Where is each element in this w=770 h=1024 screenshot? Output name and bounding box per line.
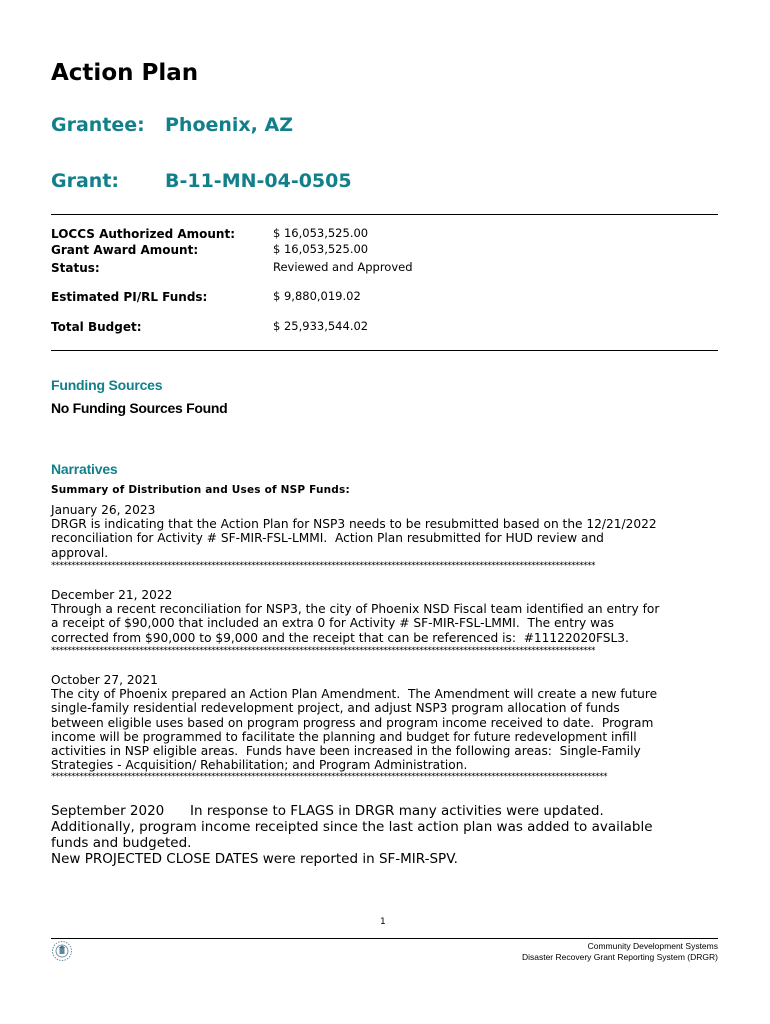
status-value: Reviewed and Approved xyxy=(273,260,413,274)
award-value: $ 16,053,525.00 xyxy=(273,242,369,256)
grantee-row xyxy=(51,114,145,136)
pirl-label: Estimated PI/RL Funds: xyxy=(51,290,208,304)
loccs-label: LOCCS Authorized Amount: xyxy=(51,227,236,241)
grant-number: B-11-MN-04-0505 xyxy=(165,170,352,192)
total-value: $ 25,933,544.02 xyxy=(273,319,369,333)
narrative-entry: January 26, 2023 DRGR is indicating that the Action Plan for NSP3 needs to be resubmitted based on the 12/21/2022 reconciliation for Activity # SF-MIR-FSL-LMMI. Action Plan resubmitted for HUD review and approval. xyxy=(51,503,657,560)
total-label: Total Budget: xyxy=(51,320,142,334)
footer-line: Disaster Recovery Grant Reporting System (DRGR) xyxy=(521,952,718,962)
narrative-entry: December 21, 2022 Through a recent reconciliation for NSP3, the city of Phoenix NSD Fiscal team identified an entry for a receipt of $90,000 that included an extra 0 for Activity # SF-MIR-FSL-LMMI. The entry was corrected from $90,000 to $9,000 and the receipt that can be referenced is: #11122020FSL3. xyxy=(51,588,660,645)
separator-stars: ******************************************************************************************************************************************* xyxy=(51,772,607,782)
footer-divider xyxy=(51,938,718,939)
summary-label: Summary of Distribution and Uses of NSP Funds: xyxy=(51,484,350,496)
narratives-heading: Narratives xyxy=(51,461,118,477)
loccs-value: $ 16,053,525.00 xyxy=(273,226,369,240)
grantee-label: Grantee: xyxy=(51,114,145,136)
separator-stars: **************************************************************************************************************************************** xyxy=(51,646,595,656)
page-number: 1 xyxy=(380,917,386,927)
narrative-entry: September 2020 In response to FLAGS in DRGR many activities were updated. Additionally, program income receipted since the last action plan was added to available funds and budgeted. New PROJECTED CLOSE DATES were reported in SF-MIR-SPV. xyxy=(51,803,653,867)
hud-seal-icon xyxy=(51,940,73,962)
award-label: Grant Award Amount: xyxy=(51,243,199,257)
page-title: Action Plan xyxy=(51,60,199,86)
pirl-value: $ 9,880,019.02 xyxy=(273,289,361,303)
footer-line: Community Development Systems xyxy=(587,941,718,951)
divider xyxy=(51,214,718,215)
narrative-entry: October 27, 2021 The city of Phoenix prepared an Action Plan Amendment. The Amendment will create a new future single-family residential redevelopment project, and adjust NSP3 program allocation of funds between eligible uses based on program progress and program income received to date. Program income will be programmed to facilitate the planning and budget for future redevelopment infill activities in NSP eligible areas. Funds have been increased in the following areas: Single-Family Strategies - Acquisition/ Rehabilitation; and Program Administration. xyxy=(51,673,658,773)
no-funding-sources: No Funding Sources Found xyxy=(51,400,228,416)
separator-stars: **************************************************************************************************************************************** xyxy=(51,561,595,571)
divider xyxy=(51,350,718,351)
grant-label: Grant: xyxy=(51,170,119,192)
funding-sources-heading: Funding Sources xyxy=(51,377,163,393)
status-label: Status: xyxy=(51,261,100,275)
grantee-value: Phoenix, AZ xyxy=(165,114,293,136)
